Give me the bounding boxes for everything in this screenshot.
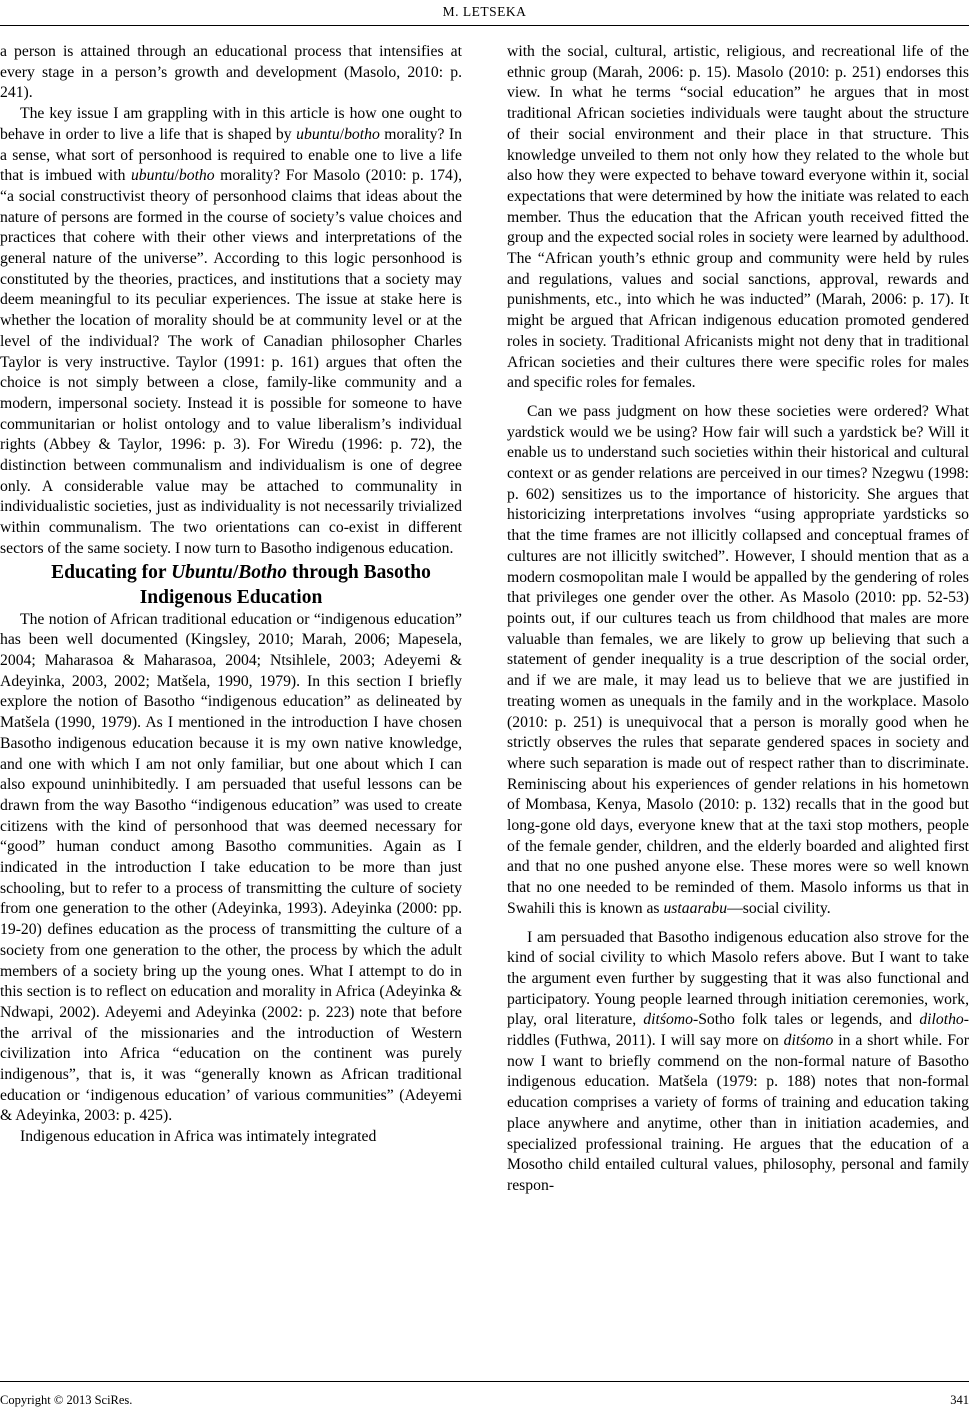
section-heading: Educating for Ubuntu/Botho through Basotho Indigenous Education	[51, 561, 431, 608]
paragraph: The key issue I am grappling with in this article is how one ought to behave in order to live a life that is shaped by ubuntu/botho morality? In a sense, what sort of personhood is required to enable one to live a life that is imbued with ubuntu/botho morality? For Masolo (2010: p. 174), “a social constructivist theory of personhood claims that ideas about the nature of persons are formed in the course of society’s value choices and practices that cohere with their other views and interpretations of the general nature of the universe”. According to this logic personhood is constituted by the theories, practices, and institutions that a society may deem meaningful to its peculiar experiences. The issue at stake here is whether the location of morality should be at community level or at the level of the individual? The work of Canadian philosopher Charles Taylor is very instructive. Taylor (1991: p. 161) argues that often the choice is not simply between a close, family-like community and a modern, impersonal society. Instead it is possible for someone to have communitarian or holist ontology and to value liberalism’s individual rights (Abbey & Taylor, 1996: p. 3). For Wiredu (1996: p. 72), the distinction between communalism and individualism is one of degree only. A considerable value may be attached to communality in individualistic societies, just as individuality is not necessarily trivialized within communalism. The two orientations can co-exist in different sectors of the same society. I now turn to Basotho indigenous education.	[0, 105, 463, 557]
footer-rule	[0, 1381, 969, 1382]
paragraph: Indigenous education in Africa was intimately integrated	[20, 1128, 377, 1146]
paragraph: a person is attained through an educational process that intensifies at every stage in a person’s growth and development (Masolo, 2010: p. 241).	[0, 43, 462, 102]
page-number: 341	[950, 1393, 969, 1407]
right-column	[507, 42, 969, 1197]
left-column	[0, 42, 462, 1148]
paragraph: Can we pass judgment on how these societies were ordered? What yardstick would we be using? How fair will such a yardstick be? Will it enable us to understand such societies within their historical and cultural context or as gender relations are perceived in our times? Nzegwu (1998: p. 602) sensitizes us to the importance of historicity. She argues that historicizing interpretations involves “using appropriate yardsticks so that the time frames are not illicitly collapsed and conceptual frames of cultures are not illicitly switched”. However, I should mention that as a modern cosmopolitan male I would be appalled by the gendering of roles that privileges one gender over the other. As Masolo (2010: pp. 52-53) points out, if our cultures teach us from childhood that males are more valuable than females, we are likely to grow up believing that such a statement of gender inequality is a true description of the social order, and if we are male, it may lead us to believe that we are justified in treating women as unequals in the family and in the workplace. Masolo (2010: p. 251) is unequivocal that a person is morally good when he strictly observes the rules that separate gendered spaces in society and where such separation is made out of respect rather than to discriminate. Reminiscing about his experiences of gender relations in his hometown of Mombasa, Kenya, Masolo (2010: p. 132) recalls that in the good but long-gone old days, everyone knew that at the taxi stop mothers, people of the female gender, children, and the elderly boarded and alighted first and that no one pushed anyone else. These mores were so well known that no one needed to be reminded of them. Masolo informs us that in Swahili this is known as ustaarabu—social civility.	[507, 402, 969, 917]
header-rule	[0, 25, 969, 26]
copyright-notice: Copyright © 2013 SciRes.	[0, 1393, 133, 1407]
paragraph: with the social, cultural, artistic, religious, and recreational life of the ethnic group (Marah, 2006: p. 15). Masolo (2010: p. 251) endorses this view. In what he terms “social education” he argues that in most traditional African societies individuals were taught about the structure of their social environment and their place in that structure. This knowledge unveiled to them not only how they related to the whole but also how they were expected to behave toward everyone within it, social expectations that were determined by how the initiate was related to each member. Thus the education that the African youth received fitted the group and the expected social roles in society were learned by adulthood. The “African youth’s ethnic group and community were held by rules and regulations, values and social sanctions, approval, rewards and punishments, etc., into which he was inducted” (Marah, 2006: p. 17). It might be argued that African indigenous education promoted gendered roles in society. Traditional Africanists might not deny that in traditional African societies and their cultures there were specific roles for males and specific roles for females.	[507, 43, 969, 392]
paragraph: The notion of African traditional education or “indigenous education” has been well documented (Kingsley, 2010; Marah, 2006; Mapesela, 2004; Maharasoa & Maharasoa, 2004; Ntsihlele, 2003; Adeyemi & Adeyinka, 2003, 2002; Matšela, 1990, 1979). In this section I briefly explore the notion of Basotho “indigenous education” as delineated by Matšela (1990, 1979). As I mentioned in the introduction I have chosen Basotho indigenous education because it is my own native knowledge, and one with which I am not only familiar, but one about which I can also expound uninhibitedly. I am persuaded that useful lessons can be drawn from the way Basotho “indigenous education” was used to create citizens with the kind of personhood that was deemed necessary for “good” human conduct among Basotho communities. Again as I indicated in the introduction I take education to be more than just schooling, but to refer to a process of transmitting the culture of society from one generation to the other (Adeyinka, 1993). Adeyinka (2000: pp. 19-20) defines education as the process of transmitting the culture of a society from one generation to the other, the process by which the adult members of a society bring up the young ones. What I attempt to do in this section is to reflect on education and morality in Africa (Adeyinka & Ndwapi, 2002). Adeyemi and Adeyinka (2002: p. 223) note that before the arrival of the missionaries and the introduction of Western civilization into Africa “education on the continent was purely indigenous”, that is, it was “generally known as African traditional education or ‘indigenous education’ of various communities” (Adeyemi & Adeyinka, 2003: p. 425).	[0, 610, 462, 1125]
running-head: M. LETSEKA	[442, 4, 527, 19]
paragraph: I am persuaded that Basotho indigenous education also strove for the kind of social civility to which Masolo refers above. But I want to take the argument even further by suggesting that it was also functional and participatory. Young people learned through initiation ceremonies, work, play, oral literature, ditśomo-Sotho folk tales or legends, and dilotho-riddles (Futhwa, 2011). I will say more on ditśomo in a short while. For now I want to briefly commend on the non-formal nature of Basotho indigenous education. Matšela (1979: p. 188) notes that non-formal education comprises a variety of forms of training and education taking place anywhere and anytime, other than in initiation academies, and specialized professional training. He argues that the education of a Mosotho child entailed cultural values, philosophy, personal and family respon-	[507, 928, 969, 1194]
